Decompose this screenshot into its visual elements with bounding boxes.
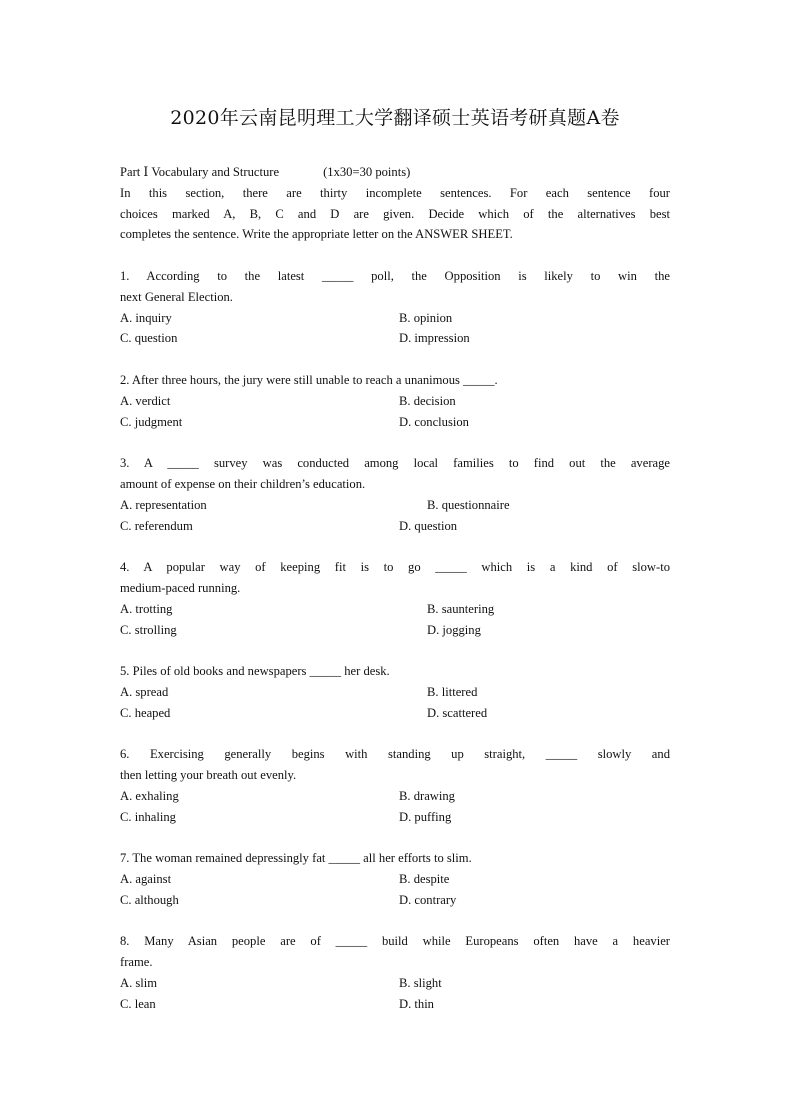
- answer-option: C. lean: [120, 996, 156, 1011]
- answer-option: A. representation: [120, 497, 207, 512]
- answer-option: B. slight: [399, 976, 442, 991]
- option-row: [120, 620, 670, 641]
- part-points: (1x30=30 points): [323, 165, 411, 179]
- answer-option: C. question: [120, 331, 178, 346]
- question-item: [120, 453, 670, 536]
- instructions-line-2: choices marked A, B, C and D are given. Decide which of the alternatives best: [120, 206, 670, 221]
- answer-option: D. conclusion: [399, 414, 469, 429]
- question-stem-line: then letting your breath out evenly.: [120, 768, 297, 783]
- question-spacer: [120, 536, 670, 557]
- answer-option: A. verdict: [120, 393, 171, 408]
- answer-option: D. thin: [399, 996, 434, 1011]
- option-row: [120, 807, 670, 828]
- answer-option: A. inquiry: [120, 310, 172, 325]
- question-spacer: [120, 432, 670, 453]
- question-stem-line: 4. A popular way of keeping fit is to go _____ which is a kind of slow-to: [120, 560, 670, 575]
- answer-option: B. despite: [399, 872, 450, 887]
- option-row: [120, 495, 670, 516]
- question-stem-line: 8. Many Asian people are of _____ build while Europeans often have a heavier: [120, 934, 670, 949]
- question-stem-line: next General Election.: [120, 289, 233, 304]
- option-row: [120, 516, 670, 537]
- question-spacer: [120, 245, 670, 266]
- part-heading: Part Ⅰ Vocabulary and Structure: [120, 165, 280, 179]
- answer-option: B. questionnaire: [427, 497, 510, 512]
- answer-option: D. impression: [399, 331, 470, 346]
- instructions-line-3: completes the sentence. Write the appropriate letter on the ANSWER SHEET.: [120, 227, 513, 242]
- question-stem-line: 3. A _____ survey was conducted among local families to find out the average: [120, 456, 670, 471]
- option-row: [120, 682, 670, 703]
- document-body: [120, 162, 670, 1015]
- question-item: [120, 370, 670, 432]
- part-heading-line: [120, 162, 670, 183]
- answer-option: D. scattered: [427, 705, 488, 720]
- option-row: [120, 786, 670, 807]
- option-row: [120, 703, 670, 724]
- question-spacer: [120, 640, 670, 661]
- answer-option: A. against: [120, 872, 172, 887]
- option-row: [120, 890, 670, 911]
- question-stem-line: 1. According to the latest _____ poll, the Opposition is likely to win the: [120, 268, 670, 283]
- answer-option: D. puffing: [399, 809, 452, 824]
- answer-option: C. referendum: [120, 518, 193, 533]
- question-spacer: [120, 724, 670, 745]
- answer-option: C. judgment: [120, 414, 183, 429]
- answer-option: D. question: [399, 518, 458, 533]
- question-stem-line: 7. The woman remained depressingly fat _____ all her efforts to slim.: [120, 851, 472, 866]
- question-spacer: [120, 349, 670, 370]
- answer-option: B. littered: [427, 684, 478, 699]
- answer-option: B. drawing: [399, 788, 455, 803]
- instructions-line-1: In this section, there are thirty incomplete sentences. For each sentence four: [120, 185, 670, 200]
- question-spacer: [120, 911, 670, 932]
- question-stem-line: amount of expense on their children’s education.: [120, 476, 366, 491]
- question-item: [120, 557, 670, 640]
- question-stem-line: 6. Exercising generally begins with standing up straight, _____ slowly and: [120, 747, 670, 762]
- option-row: [120, 973, 670, 994]
- answer-option: A. slim: [120, 976, 158, 991]
- question-stem-line: 2. After three hours, the jury were still unable to reach a unanimous _____.: [120, 372, 498, 387]
- answer-option: A. spread: [120, 684, 169, 699]
- option-row: [120, 391, 670, 412]
- answer-option: D. jogging: [427, 622, 481, 637]
- answer-option: A. trotting: [120, 601, 173, 616]
- answer-option: B. sauntering: [427, 601, 495, 616]
- answer-option: C. inhaling: [120, 809, 176, 824]
- answer-option: C. although: [120, 892, 179, 907]
- question-spacer: [120, 828, 670, 849]
- option-row: [120, 599, 670, 620]
- question-stem-line: medium-paced running.: [120, 580, 241, 595]
- answer-option: C. heaped: [120, 705, 171, 720]
- answer-option: C. strolling: [120, 622, 177, 637]
- question-item: [120, 744, 670, 827]
- answer-option: B. opinion: [399, 310, 453, 325]
- answer-option: A. exhaling: [120, 788, 179, 803]
- page-title: 2020年云南昆明理工大学翻译硕士英语考研真题A卷: [170, 107, 620, 129]
- answer-option: D. contrary: [399, 892, 457, 907]
- option-row: [120, 308, 670, 329]
- answer-option: B. decision: [399, 393, 456, 408]
- question-item: [120, 931, 670, 1014]
- question-stem-line: 5. Piles of old books and newspapers _____ her desk.: [120, 664, 390, 679]
- question-stem-line: frame.: [120, 955, 153, 970]
- question-item: [120, 266, 670, 349]
- option-row: [120, 328, 670, 349]
- question-item: [120, 661, 670, 723]
- question-list: [120, 245, 670, 1014]
- option-row: [120, 412, 670, 433]
- option-row: [120, 869, 670, 890]
- question-item: [120, 848, 670, 910]
- option-row: [120, 994, 670, 1015]
